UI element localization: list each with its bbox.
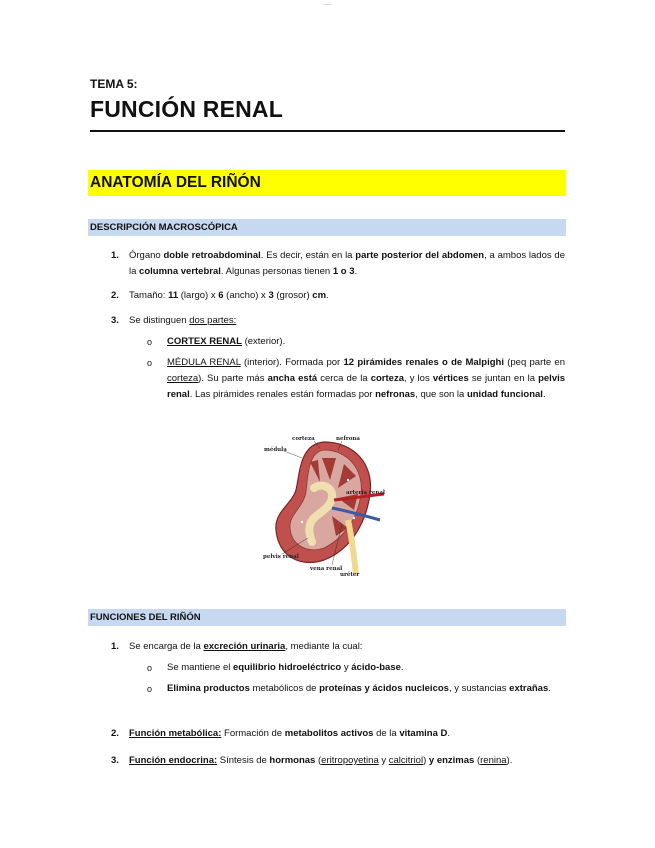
bold-text: Elimina productos [167,683,250,694]
text: se juntan en la [468,373,539,384]
text: Formación de [221,728,285,739]
text: , y los [403,373,433,384]
text: . [400,662,404,673]
text: ). [506,755,513,766]
text: . Es decir, están en la [260,250,356,261]
list-item [129,313,565,329]
bullet-item [167,355,565,403]
page-title: FUNCIÓN RENAL [90,96,283,122]
kidney-diagram [262,432,387,577]
bold-text: hormonas [269,755,316,766]
text: . [326,290,329,301]
label-ureter: uréter [340,572,360,577]
topic-number: TEMA 5: [90,77,138,91]
bullet-item [167,660,565,676]
title-divider [90,130,565,132]
list-item [129,726,565,742]
bold-text: vértices [432,373,469,384]
label-nefrona: nefrona [336,436,360,442]
text: (grosor) [273,290,313,301]
dot [301,521,303,523]
subheading-text: FUNCIONES DEL RIÑÓN [90,612,201,623]
text: . [548,683,551,694]
bold-text: 1 o 3 [332,266,355,277]
bold-text: cm [312,290,327,301]
label-pelvis: pelvis renal [263,554,299,560]
text: (exterior). [241,336,286,347]
bold-text: corteza [370,373,404,384]
section-heading-text: ANATOMÍA DEL RIÑÓN [90,174,261,191]
bold-text: doble retroabdominal [163,250,261,261]
text: (peq parte en [503,357,566,368]
text: Se encarga de la [129,641,204,652]
text: (largo) x [178,290,219,301]
bold-text: vitamina D [399,728,448,739]
bold-text: y enzimas [428,755,475,766]
list-number: 2. [111,728,119,739]
text: ) [423,755,429,766]
list-item [129,248,565,280]
underlined-text: corteza [167,373,199,384]
subheading-functions [88,609,566,626]
bold-text: ácido-base [351,662,401,673]
list-item [129,753,565,769]
text: Órgano [129,250,164,261]
text: de la [373,728,400,739]
list-number: 1. [111,641,119,652]
bold-text: 3 [268,290,274,301]
kidney-illustration [262,432,387,577]
text: ( [474,755,481,766]
bold-text: 11 [168,290,179,301]
bold-text: extrañas [509,683,549,694]
list-item [129,639,565,655]
text: cerca de la [317,373,371,384]
text: ( [315,755,322,766]
bullet-marker: o [147,337,153,347]
text: (ancho) x [223,290,269,301]
text: . Algunas personas tienen [220,266,333,277]
list-number: 2. [111,290,119,301]
list-number: 3. [111,315,119,326]
bullet-marker: o [147,358,153,368]
subheading-macroscopic [88,219,566,236]
text: , que son la [415,389,467,400]
bold-underlined-text: Función endocrina: [129,755,218,766]
list-number: 1. [111,250,119,261]
text: . [447,728,451,739]
bold-text: ancha [267,373,296,384]
text: . [542,389,546,400]
bold-text: pelvis renal [167,373,566,400]
label-corteza: corteza [292,436,315,442]
label-vena: vena renal [310,566,343,572]
text: Tamaño: [129,290,169,301]
bold-text: metabolitos activos [284,728,374,739]
bold-underlined-text: CORTEX RENAL [167,336,242,347]
dot [347,479,349,481]
bold-text: equilibrio hidroeléctrico [233,662,342,673]
text: , a ambos lados de la [129,250,566,277]
text: Síntesis de [217,755,270,766]
underlined-text: calcitriol [388,755,424,766]
underlined-text: eritropoyetina [321,755,379,766]
text: y [378,755,389,766]
label-arteria: arteria renal [346,490,386,496]
section-heading-anatomy [88,170,566,196]
bold-text: parte posterior del abdomen [355,250,485,261]
text: , mediante la cual: [285,641,363,652]
bold-underlined-text: Función metabólica: [129,728,222,739]
list-number: 3. [111,755,119,766]
bold-text: columna vertebral [139,266,221,277]
text: y [341,662,352,673]
underlined-text: renina [480,755,507,766]
bullet-marker: o [147,663,153,673]
bullet-marker: o [147,684,153,694]
dot [353,517,355,519]
text: Se mantiene el [167,662,234,673]
bold-text: proteínas y ácidos nucleicos [319,683,449,694]
text: ). Su parte más [198,373,268,384]
bold-text: está [298,373,318,384]
list-item [129,288,565,304]
label-medula: médula [264,447,287,453]
underlined-text: dos partes: [189,315,237,326]
text: Se distinguen [129,315,190,326]
bold-text: unidad funcional [466,389,543,400]
text: . Las pirámides renales están formadas por [189,389,376,400]
bold-underlined-text: excreción urinaria [203,641,286,652]
text: , y sustancias [448,683,510,694]
subheading-text: DESCRIPCIÓN MACROSCÓPICA [90,222,238,233]
bullet-item [167,334,565,350]
underlined-text: MÉDULA RENAL [167,357,241,368]
bold-text: nefronas [375,389,416,400]
text: (interior). Formada por [240,357,344,368]
text: . [354,266,358,277]
bold-text: 12 pirámides renales o de Malpighi [343,357,504,368]
text: metabólicos de [249,683,320,694]
top-mark: ___ [323,0,332,6]
bullet-item [167,681,565,697]
bold-text: 6 [218,290,224,301]
